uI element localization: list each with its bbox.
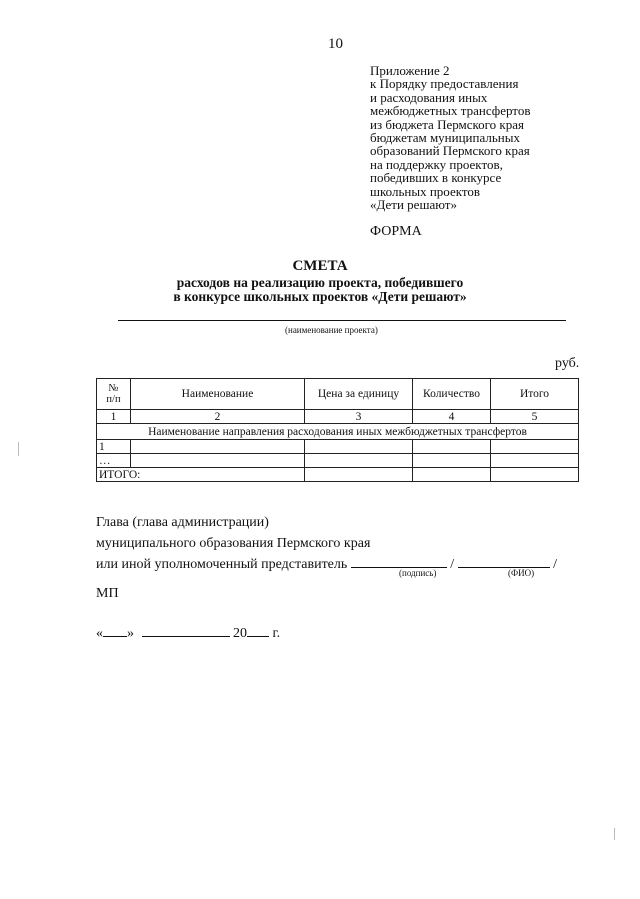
row-name-cell	[131, 440, 305, 454]
document-title: СМЕТА	[292, 258, 348, 274]
header-total: Итого	[491, 379, 579, 410]
table-row	[97, 454, 579, 468]
total-label: ИТОГО:	[97, 468, 305, 482]
column-number-row	[97, 410, 579, 424]
annex-line: бюджетам муниципальных	[370, 130, 520, 146]
scan-mark	[614, 828, 615, 840]
date-open-quote: «	[96, 626, 103, 641]
table-row	[97, 440, 579, 454]
project-name-caption: (наименование проекта)	[285, 325, 378, 335]
subtitle-line-2: в конкурсе школьных проектов «Дети решают»	[173, 289, 467, 304]
row-total-cell	[491, 454, 579, 468]
fio-blank	[458, 555, 550, 568]
row-num-cell: …	[97, 454, 131, 468]
row-qty-cell	[413, 440, 491, 454]
date-line	[96, 624, 280, 642]
stamp-label: МП	[96, 586, 119, 601]
direction-cell: Наименование направления расходования иных межбюджетных трансфертов	[97, 424, 579, 440]
annex-line: и расходования иных	[370, 89, 488, 105]
signature-blank	[351, 555, 447, 568]
header-num-symbol: №	[108, 383, 119, 394]
row-num-cell: 1	[97, 440, 131, 454]
year-prefix: 20	[233, 626, 247, 641]
form-label: ФОРМА	[370, 224, 422, 239]
year-blank	[247, 624, 269, 637]
header-num-abbr: п/п	[106, 394, 121, 405]
fio-slash: /	[553, 557, 558, 572]
col-number: 3	[305, 410, 413, 424]
annex-line: из бюджета Пермского края	[370, 116, 525, 132]
page-number: 10	[328, 36, 343, 52]
row-price-cell	[305, 440, 413, 454]
signature-line-3	[96, 554, 557, 575]
header-qty: Количество	[413, 379, 491, 410]
subtitle-line-1: расходов на реализацию проекта, победившего	[176, 275, 464, 290]
fio-caption: (ФИО)	[508, 568, 535, 578]
row-qty-cell	[413, 454, 491, 468]
total-row	[97, 468, 579, 482]
day-blank	[103, 624, 127, 637]
total-qty-cell	[413, 468, 491, 482]
signature-slash: /	[450, 557, 455, 572]
col-number: 5	[491, 410, 579, 424]
col-number: 2	[131, 410, 305, 424]
date-close-quote: »	[127, 626, 134, 641]
signature-role-text: или иной уполномоченный представитель	[96, 557, 348, 572]
estimate-table	[96, 378, 579, 482]
annex-line: образований Пермского края	[370, 143, 530, 159]
signature-caption: (подпись)	[399, 568, 437, 578]
table-header-row	[97, 379, 579, 410]
signature-line-2: муниципального образования Пермского края	[96, 536, 371, 551]
header-name: Наименование	[131, 379, 305, 410]
annex-line: на поддержку проектов,	[370, 156, 503, 172]
scan-mark	[18, 442, 19, 456]
annex-line: Приложение 2	[370, 63, 450, 78]
project-name-line	[118, 320, 566, 321]
row-name-cell	[131, 454, 305, 468]
currency-label: руб.	[555, 356, 580, 371]
annex-line: победивших в конкурсе	[370, 170, 502, 186]
header-num	[97, 379, 131, 410]
row-total-cell	[491, 440, 579, 454]
col-number: 1	[97, 410, 131, 424]
row-price-cell	[305, 454, 413, 468]
annex-line: межбюджетных трансфертов	[370, 103, 531, 119]
month-blank	[142, 624, 230, 637]
total-price-cell	[305, 468, 413, 482]
annex-line: к Порядку предоставления	[370, 76, 519, 92]
header-price: Цена за единицу	[305, 379, 413, 410]
col-number: 4	[413, 410, 491, 424]
annex-line: школьных проектов	[370, 183, 481, 199]
annex-line: «Дети решают»	[370, 197, 457, 213]
signature-line-1: Глава (глава администрации)	[96, 515, 269, 530]
signature-block	[96, 512, 557, 575]
document-subtitle	[0, 276, 640, 304]
year-suffix: г.	[272, 626, 281, 641]
direction-row	[97, 424, 579, 440]
total-sum-cell	[491, 468, 579, 482]
annex-block	[370, 64, 530, 211]
